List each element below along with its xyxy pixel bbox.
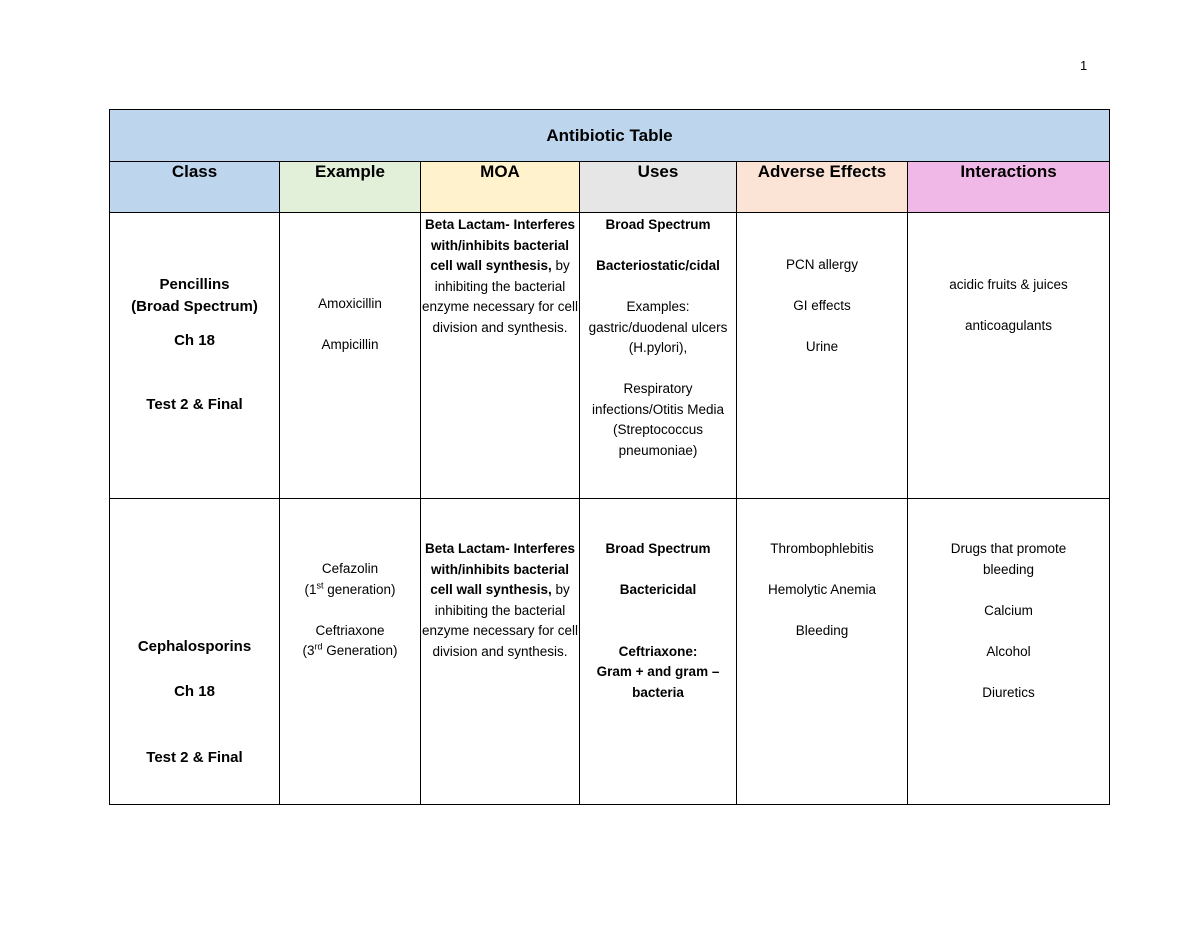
uses-spectrum: Broad Spectrum	[605, 541, 711, 556]
uses-examples-text: gastric/duodenal ulcers (H.pylori),	[588, 319, 728, 355]
interaction-item: Drugs that promote bleeding	[950, 541, 1067, 577]
interactions-cell	[908, 499, 1110, 805]
example-drug: Cefazolin	[321, 561, 379, 576]
moa-text: by inhibiting the bacterial enzyme necessary for cell division and synthesis.	[421, 582, 579, 659]
antibiotic-table	[109, 109, 1110, 805]
header-row	[110, 162, 1110, 213]
class-chapter: Ch 18	[174, 683, 215, 700]
page-number: 1	[1080, 58, 1088, 73]
interaction-item: Diuretics	[982, 684, 1035, 700]
moa-cell	[421, 499, 580, 805]
adverse-effect: Thrombophlebitis	[770, 541, 874, 556]
class-cell	[110, 499, 280, 805]
uses-spectrum: Broad Spectrum	[605, 217, 711, 232]
example-cell	[280, 499, 421, 805]
header-moa: MOA	[421, 162, 580, 213]
class-subtitle: (Broad Spectrum)	[131, 298, 258, 315]
uses-action: Bactericidal	[619, 582, 697, 597]
moa-bold-text: Beta Lactam- Interferes with/inhibits bacterial cell wall synthesis,	[424, 541, 576, 597]
interaction-item: acidic fruits & juices	[949, 277, 1068, 292]
example-drug: Ceftriaxone	[315, 622, 385, 638]
adverse-effect: GI effects	[793, 298, 851, 313]
adverse-cell	[737, 499, 908, 805]
class-cell	[110, 213, 280, 499]
header-adverse-effects: Adverse Effects	[737, 162, 908, 213]
interaction-item: Alcohol	[986, 643, 1031, 659]
class-name: Pencillins	[159, 276, 230, 293]
uses-note-text: Gram + and gram – bacteria	[596, 664, 720, 700]
moa-bold-text: Beta Lactam- Interferes with/inhibits bacterial cell wall synthesis,	[424, 217, 576, 273]
uses-action: Bacteriostatic/cidal	[596, 258, 720, 273]
class-name: Cephalosporins	[137, 638, 252, 655]
moa-text: by inhibiting the bacterial enzyme necessary for cell division and synthesis.	[421, 258, 579, 335]
adverse-effect: PCN allergy	[785, 257, 859, 272]
example-cell	[280, 213, 421, 499]
uses-cell	[580, 213, 737, 499]
class-chapter: Ch 18	[174, 332, 215, 349]
adverse-cell	[737, 213, 908, 499]
example-generation: (1st generation)	[304, 580, 396, 597]
interaction-item: anticoagulants	[964, 318, 1053, 333]
table-row	[110, 213, 1110, 499]
interaction-item: Calcium	[984, 602, 1033, 618]
table-row	[110, 499, 1110, 805]
class-test: Test 2 & Final	[146, 396, 243, 413]
adverse-effect: Urine	[805, 339, 839, 354]
adverse-effect: Hemolytic Anemia	[767, 582, 877, 597]
uses-cell	[580, 499, 737, 805]
example-drug: Amoxicillin	[318, 296, 382, 311]
moa-cell	[421, 213, 580, 499]
header-interactions: Interactions	[908, 162, 1110, 213]
adverse-effect: Bleeding	[795, 623, 849, 638]
table-title: Antibiotic Table	[110, 110, 1110, 162]
interactions-cell	[908, 213, 1110, 499]
header-class: Class	[110, 162, 280, 213]
header-example: Example	[280, 162, 421, 213]
example-drug: Ampicillin	[321, 337, 379, 352]
uses-respiratory: Respiratory infections/Otitis Media (Streptococcus pneumoniae)	[591, 381, 725, 458]
class-test: Test 2 & Final	[146, 749, 243, 766]
uses-examples-label: Examples:	[626, 299, 690, 314]
uses-note-label: Ceftriaxone:	[618, 643, 698, 659]
header-uses: Uses	[580, 162, 737, 213]
example-generation: (3rd Generation)	[302, 641, 398, 658]
